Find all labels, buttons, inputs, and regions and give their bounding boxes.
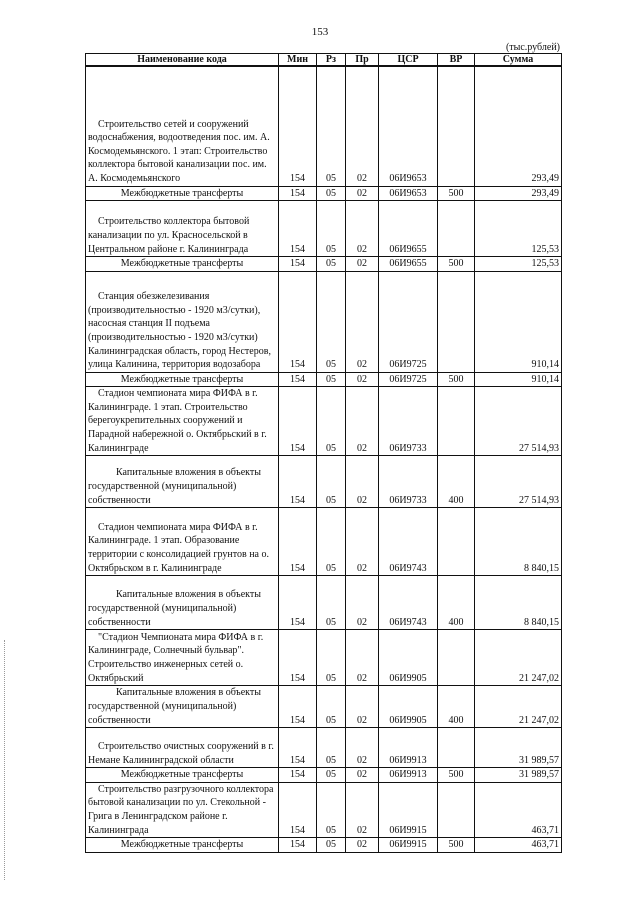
csr-cell: 06И9725 [379,271,438,372]
min-cell: 154 [279,782,317,837]
min-cell: 154 [279,768,317,783]
pr-cell: 02 [346,768,379,783]
csr-cell: 06И9915 [379,838,438,853]
rz-cell: 05 [317,456,346,508]
row-label: Строительство очистных сооружений в г. Немане Калининградской области [88,741,274,766]
min-cell: 154 [279,271,317,372]
vr-cell [438,782,475,837]
table-row [86,66,562,186]
name-cell [86,201,279,257]
csr-cell: 06И9905 [379,686,438,728]
vr-cell: 500 [438,372,475,387]
vr-cell [438,66,475,186]
rz-cell: 05 [317,686,346,728]
csr-cell: 06И9655 [379,201,438,257]
min-cell: 154 [279,201,317,257]
header-rz: Рз [317,54,346,67]
csr-cell: 06И9653 [379,186,438,201]
csr-cell: 06И9655 [379,257,438,272]
table-row [86,630,562,686]
name-cell [86,186,279,201]
budget-table [85,53,562,853]
table-row [86,186,562,201]
pr-cell: 02 [346,201,379,257]
row-label: Строительство сетей и сооружений водоснабжения, водоотведения пос. им. А. Космодемьянского. 1 этап: Строительство коллектора бытовой канализации пос. им. А. Космодемьянского [88,118,270,184]
csr-cell: 06И9743 [379,508,438,576]
name-cell [86,630,279,686]
vr-cell [438,271,475,372]
sum-cell: 21 247,02 [475,630,562,686]
sum-cell: 910,14 [475,271,562,372]
name-cell [86,372,279,387]
pr-cell: 02 [346,686,379,728]
csr-cell: 06И9905 [379,630,438,686]
csr-cell: 06И9733 [379,387,438,456]
rz-cell: 05 [317,271,346,372]
header-name: Наименование кода [86,54,279,67]
table-row [86,456,562,508]
name-cell [86,768,279,783]
rz-cell: 05 [317,768,346,783]
name-cell [86,387,279,456]
row-label: Капитальные вложения в объекты государственной (муниципальной) собственности [88,687,261,726]
table-row [86,271,562,372]
min-cell: 154 [279,372,317,387]
name-cell [86,271,279,372]
sum-cell: 31 989,57 [475,728,562,768]
table-row [86,387,562,456]
vr-cell: 400 [438,456,475,508]
min-cell: 154 [279,66,317,186]
min-cell: 154 [279,576,317,630]
pr-cell: 02 [346,782,379,837]
csr-cell: 06И9913 [379,768,438,783]
vr-cell [438,508,475,576]
pr-cell: 02 [346,508,379,576]
rz-cell: 05 [317,630,346,686]
sum-cell: 293,49 [475,186,562,201]
pr-cell: 02 [346,372,379,387]
name-cell [86,66,279,186]
min-cell: 154 [279,387,317,456]
vr-cell: 400 [438,686,475,728]
pr-cell: 02 [346,387,379,456]
rz-cell: 05 [317,201,346,257]
row-label: Межбюджетные трансферты [120,373,244,385]
name-cell [86,508,279,576]
rz-cell: 05 [317,372,346,387]
row-label: Межбюджетные трансферты [120,769,244,781]
table-row [86,201,562,257]
sum-cell: 8 840,15 [475,576,562,630]
min-cell: 154 [279,686,317,728]
sum-cell: 27 514,93 [475,387,562,456]
min-cell: 154 [279,186,317,201]
units-label: (тыс.рублей) [505,42,560,53]
header-sum: Сумма [475,54,562,67]
min-cell: 154 [279,257,317,272]
pr-cell: 02 [346,576,379,630]
table-row [86,686,562,728]
table-row [86,728,562,768]
row-label: Капитальные вложения в объекты государственной (муниципальной) собственности [88,589,261,628]
name-cell [86,782,279,837]
table-row [86,508,562,576]
vr-cell: 500 [438,838,475,853]
vr-cell [438,387,475,456]
sum-cell: 27 514,93 [475,456,562,508]
header-csr: ЦСР [379,54,438,67]
sum-cell: 21 247,02 [475,686,562,728]
min-cell: 154 [279,456,317,508]
table-row [86,768,562,783]
name-cell [86,576,279,630]
sum-cell: 125,53 [475,257,562,272]
vr-cell: 500 [438,257,475,272]
min-cell: 154 [279,728,317,768]
csr-cell: 06И9913 [379,728,438,768]
rz-cell: 05 [317,508,346,576]
pr-cell: 02 [346,66,379,186]
pr-cell: 02 [346,630,379,686]
vr-cell: 400 [438,576,475,630]
csr-cell: 06И9725 [379,372,438,387]
row-label: Строительство коллектора бытовой канализации по ул. Красносельской в Центральном районе г. Калининграда [88,216,250,255]
rz-cell: 05 [317,387,346,456]
margin-marks [4,640,7,880]
sum-cell: 293,49 [475,66,562,186]
table-row [86,257,562,272]
row-label: Строительство разгрузочного коллектора бытовой канализации по ул. Стекольной - Грига в Ленинградском районе г. Калининграда [88,783,274,836]
page-number: 153 [311,26,329,38]
pr-cell: 02 [346,186,379,201]
pr-cell: 02 [346,456,379,508]
sum-cell: 31 989,57 [475,768,562,783]
sum-cell: 125,53 [475,201,562,257]
rz-cell: 05 [317,186,346,201]
min-cell: 154 [279,630,317,686]
header-vr: ВР [438,54,475,67]
rz-cell: 05 [317,257,346,272]
row-label: Капитальные вложения в объекты государственной (муниципальной) собственности [88,467,261,506]
pr-cell: 02 [346,271,379,372]
sum-cell: 463,71 [475,782,562,837]
pr-cell: 02 [346,838,379,853]
sum-cell: 463,71 [475,838,562,853]
rz-cell: 05 [317,782,346,837]
name-cell [86,686,279,728]
name-cell [86,728,279,768]
header-pr: Пр [346,54,379,67]
vr-cell: 500 [438,186,475,201]
row-label: Межбюджетные трансферты [120,187,244,199]
name-cell [86,456,279,508]
row-label: Межбюджетные трансферты [120,839,244,851]
table-row [86,372,562,387]
sum-cell: 910,14 [475,372,562,387]
vr-cell [438,630,475,686]
header-min: Мин [279,54,317,67]
csr-cell: 06И9915 [379,782,438,837]
pr-cell: 02 [346,728,379,768]
name-cell [86,838,279,853]
table-row [86,838,562,853]
csr-cell: 06И9653 [379,66,438,186]
min-cell: 154 [279,508,317,576]
min-cell: 154 [279,838,317,853]
name-cell [86,257,279,272]
vr-cell [438,728,475,768]
rz-cell: 05 [317,838,346,853]
pr-cell: 02 [346,257,379,272]
vr-cell [438,201,475,257]
sum-cell: 8 840,15 [475,508,562,576]
row-label: Стадион чемпионата мира ФИФА в г. Калининграде. 1 этап. Строительство берегоукрепительных сооружений и Парадной набережной о. Октябрьский в г. Калининграде [88,388,267,454]
row-label: Станция обезжелезивания (производительностью - 1920 м3/сутки), насосная станция II подъема (производительностью - 1920 м3/сутки) Калининградская область, город Нестеров, улица Калинина, территория водозабора [88,291,271,371]
csr-cell: 06И9733 [379,456,438,508]
rz-cell: 05 [317,66,346,186]
rz-cell: 05 [317,576,346,630]
row-label: Стадион чемпионата мира ФИФА в г. Калининграде. 1 этап. Образование территории с консолидацией грунтов на о. Октябрьском в г. Калининграде [88,521,269,574]
vr-cell: 500 [438,768,475,783]
row-label: "Стадион Чемпионата мира ФИФА в г. Калининграде, Солнечный бульвар". Строительство инженерных сетей о. Октябрьский [88,631,264,684]
csr-cell: 06И9743 [379,576,438,630]
table-row [86,576,562,630]
rz-cell: 05 [317,728,346,768]
row-label: Межбюджетные трансферты [120,258,244,270]
table-header-row [86,54,562,67]
table-row [86,782,562,837]
